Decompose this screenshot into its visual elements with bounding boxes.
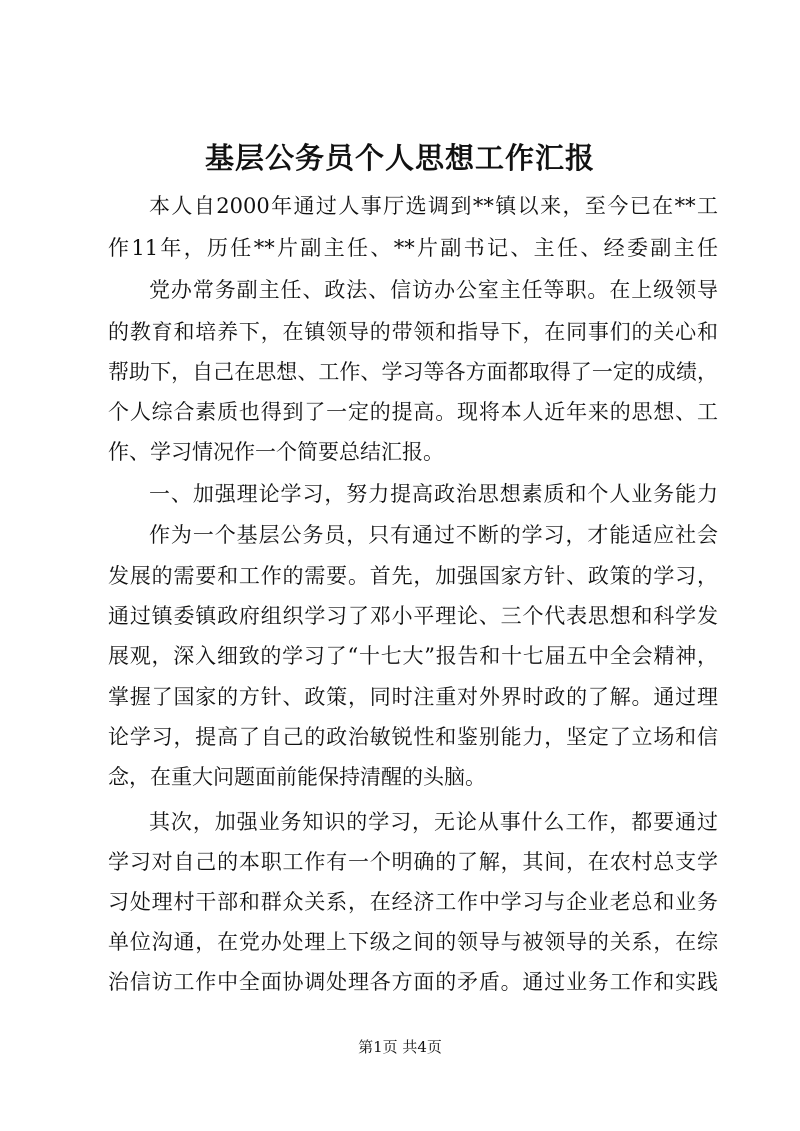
body-line: 的教育和培养下，在镇领导的带领和指导下，在同事们的关心和 [108,320,718,344]
body-line: 发展的需要和工作的需要。首先，加强国家方针、政策的学习， [108,564,718,588]
body-line: 党办常务副主任、政法、信访办公室主任等职。在上级领导 [149,278,718,302]
page-number-footer: 第1页 共4页 [358,1038,442,1056]
body-line: 作为一个基层公务员，只有通过不断的学习，才能适应社会 [149,523,718,547]
body-line: 习处理村干部和群众关系，在经济工作中学习与企业老总和业务 [108,890,718,914]
page-title: 基层公务员个人思想工作汇报 [204,141,595,175]
body-line: 帮助下，自己在思想、工作、学习等各方面都取得了一定的成绩， [108,360,718,384]
body-line: 展观，深入细致的学习了“十七大”报告和十七届五中全会精神， [108,644,718,668]
body-line: 单位沟通，在党办处理上下级之间的领导与被领导的关系，在综 [108,930,718,954]
body-line: 本人自2000年通过人事厅选调到**镇以来，至今已在**工 [149,194,718,218]
body-line: 念，在重大问题面前能保持清醒的头脑。 [108,765,486,789]
body-line: 作11年，历任**片副主任、**片副书记、主任、经委副主任 [108,236,718,260]
body-line: 通过镇委镇政府组织学习了邓小平理论、三个代表思想和科学发 [108,604,718,628]
body-line: 掌握了国家的方针、政策，同时注重对外界时政的了解。通过理 [108,685,718,709]
body-line: 论学习，提高了自己的政治敏锐性和鉴别能力，坚定了立场和信 [108,725,718,749]
body-line: 其次，加强业务知识的学习，无论从事什么工作，都要通过 [149,810,718,834]
body-line: 作、学习情况作一个简要总结汇报。 [108,440,444,464]
body-line: 治信访工作中全面协调处理各方面的矛盾。通过业务工作和实践 [108,970,718,994]
body-line: 个人综合素质也得到了一定的提高。现将本人近年来的思想、工 [108,400,718,424]
body-line: 学习对自己的本职工作有一个明确的了解，其间，在农村总支学 [108,850,718,874]
section-heading: 一、加强理论学习，努力提高政治思想素质和个人业务能力 [149,482,718,506]
